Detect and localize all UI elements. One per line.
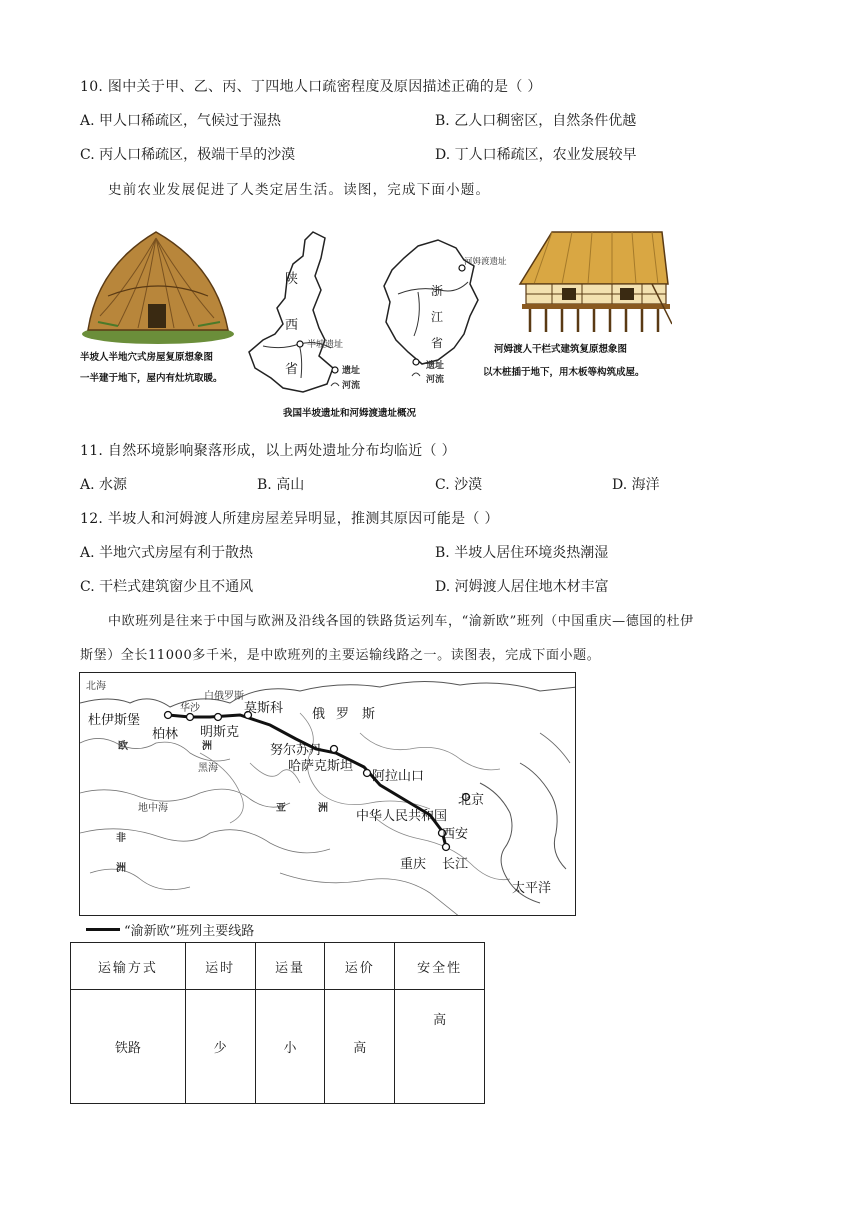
map-prc: 中华人民共和国 — [356, 809, 448, 824]
table-cell-safety-value: 高 — [433, 1012, 447, 1028]
route-legend — [86, 920, 254, 939]
route-legend-line-icon — [86, 928, 120, 931]
question-10-stem: 10. 图中关于甲、乙、丙、丁四地人口疏密程度及原因描述正确的是（ ） — [80, 79, 542, 95]
table-header-price: 运价 — [325, 943, 395, 990]
route-map-base — [80, 673, 576, 916]
question-11-stem: 11. 自然环境影响聚落形成，以上两处遗址分布均临近（ ） — [80, 443, 456, 459]
yuxinou-route-map — [79, 672, 576, 916]
map-alashankou: 阿拉山口 — [372, 769, 425, 784]
q12-option-c[interactable]: C. 干栏式建筑窗少且不通风 — [80, 579, 254, 595]
map-yangtze: 长江 — [442, 857, 469, 872]
zhejiang-char-3: 省 — [431, 336, 444, 350]
intro-china-europe-line-2: 斯堡）全长11000多千米，是中欧班列的主要运输线路之一。读图表，完成下面小题。 — [80, 648, 601, 663]
map-berlin: 柏林 — [152, 727, 179, 742]
q12-option-b[interactable]: B. 半坡人居住环境炎热潮湿 — [435, 545, 609, 561]
banpo-hut-illustration — [78, 226, 238, 346]
banpo-site-label: 半坡遗址 — [307, 340, 344, 350]
question-12-stem: 12. 半坡人和河姆渡人所建房屋差异明显，推测其原因可能是（ ） — [80, 511, 499, 527]
zhejiang-legend-site: 遗址 — [426, 361, 445, 371]
q10-option-a[interactable]: A. 甲人口稀疏区，气候过于湿热 — [80, 113, 282, 129]
map-xian: 西安 — [442, 827, 469, 842]
shaanxi-legend-river: 河流 — [342, 381, 361, 391]
table-cell-mode: 铁路 — [71, 990, 186, 1104]
map-europe-2: 洲 — [202, 741, 212, 752]
map-pacific: 太平洋 — [512, 881, 552, 896]
figure-bottom-caption: 我国半坡遗址和河姆渡遗址概况 — [283, 408, 417, 419]
q11-option-c[interactable]: C. 沙漠 — [435, 477, 483, 493]
hemudu-caption-2: 以木桩插于地下，用木板等构筑成屋。 — [483, 367, 645, 378]
banpo-caption-2: 一半建于地下，屋内有灶坑取暖。 — [80, 373, 223, 384]
table-cell-volume: 小 — [255, 990, 325, 1104]
settlement-figure — [78, 222, 678, 422]
map-europe-1: 欧 — [118, 741, 128, 752]
map-asia-1: 亚 — [276, 803, 286, 814]
zhejiang-char-1: 浙 — [431, 284, 444, 298]
map-kazakhstan: 哈萨克斯坦 — [288, 759, 354, 774]
shaanxi-char-1: 陕 — [285, 272, 299, 287]
table-cell-time: 少 — [185, 990, 255, 1104]
table-header-mode: 运输方式 — [71, 943, 186, 990]
table-header-safety: 安全性 — [395, 943, 485, 990]
map-moscow: 莫斯科 — [244, 701, 284, 716]
hemudu-caption-1: 河姆渡人干栏式建筑复原想象图 — [494, 344, 628, 355]
zhejiang-legend-river: 河流 — [426, 375, 445, 385]
table-cell-price: 高 — [325, 990, 395, 1104]
q11-option-b[interactable]: B. 高山 — [257, 477, 305, 493]
map-nursultan: 努尔苏丹 — [270, 743, 323, 758]
intro-china-europe-line-1: 中欧班列是往来于中国与欧洲及沿线各国的铁路货运列车，“渝新欧”班列（中国重庆—德国的杜伊 — [108, 614, 694, 629]
map-belarus: 白俄罗斯 — [204, 691, 244, 702]
map-north-sea: 北海 — [86, 681, 106, 692]
q12-option-d[interactable]: D. 河姆渡人居住地木材丰富 — [435, 579, 609, 595]
map-mediterranean: 地中海 — [138, 803, 168, 814]
table-cell-safety — [395, 990, 485, 1104]
map-russia-1: 俄 — [312, 707, 326, 722]
map-duisburg: 杜伊斯堡 — [88, 713, 141, 728]
route-legend-label: “渝新欧”班列主要线路 — [124, 924, 255, 939]
map-russia-2: 罗 — [336, 707, 350, 722]
map-asia-2: 洲 — [318, 803, 328, 814]
banpo-caption-1: 半坡人半地穴式房屋复原想象图 — [80, 352, 214, 363]
map-africa-2: 洲 — [116, 863, 126, 874]
table-header-time: 运时 — [185, 943, 255, 990]
hemudu-site-label: 河姆渡遗址 — [464, 257, 507, 267]
map-beijing: 北京 — [458, 793, 485, 808]
q10-option-d[interactable]: D. 丁人口稀疏区，农业发展较早 — [435, 147, 637, 163]
shaanxi-char-2: 西 — [285, 318, 299, 333]
q11-option-a[interactable]: A. 水源 — [80, 477, 128, 493]
map-black-sea: 黑海 — [198, 763, 218, 774]
shaanxi-legend-site: 遗址 — [342, 366, 361, 376]
transport-comparison-table — [70, 942, 485, 1104]
intro-prehistoric: 史前农业发展促进了人类定居生活。读图，完成下面小题。 — [108, 182, 491, 198]
map-africa-1: 非 — [116, 833, 126, 844]
q12-option-a[interactable]: A. 半地穴式房屋有利于散热 — [80, 545, 254, 561]
hemudu-stilt-house-illustration — [512, 226, 672, 336]
map-chongqing: 重庆 — [400, 857, 427, 872]
table-header-row — [71, 943, 485, 990]
shaanxi-char-3: 省 — [285, 362, 299, 377]
q11-option-d[interactable]: D. 海洋 — [612, 477, 660, 493]
map-russia-3: 斯 — [362, 707, 376, 722]
zhejiang-char-2: 江 — [431, 310, 444, 324]
map-minsk: 明斯克 — [200, 725, 240, 740]
map-warsaw: 华沙 — [180, 703, 200, 714]
q10-option-b[interactable]: B. 乙人口稠密区，自然条件优越 — [435, 113, 637, 129]
q10-option-c[interactable]: C. 丙人口稀疏区，极端干旱的沙漠 — [80, 147, 296, 163]
table-header-volume: 运量 — [255, 943, 325, 990]
table-row — [71, 990, 485, 1104]
